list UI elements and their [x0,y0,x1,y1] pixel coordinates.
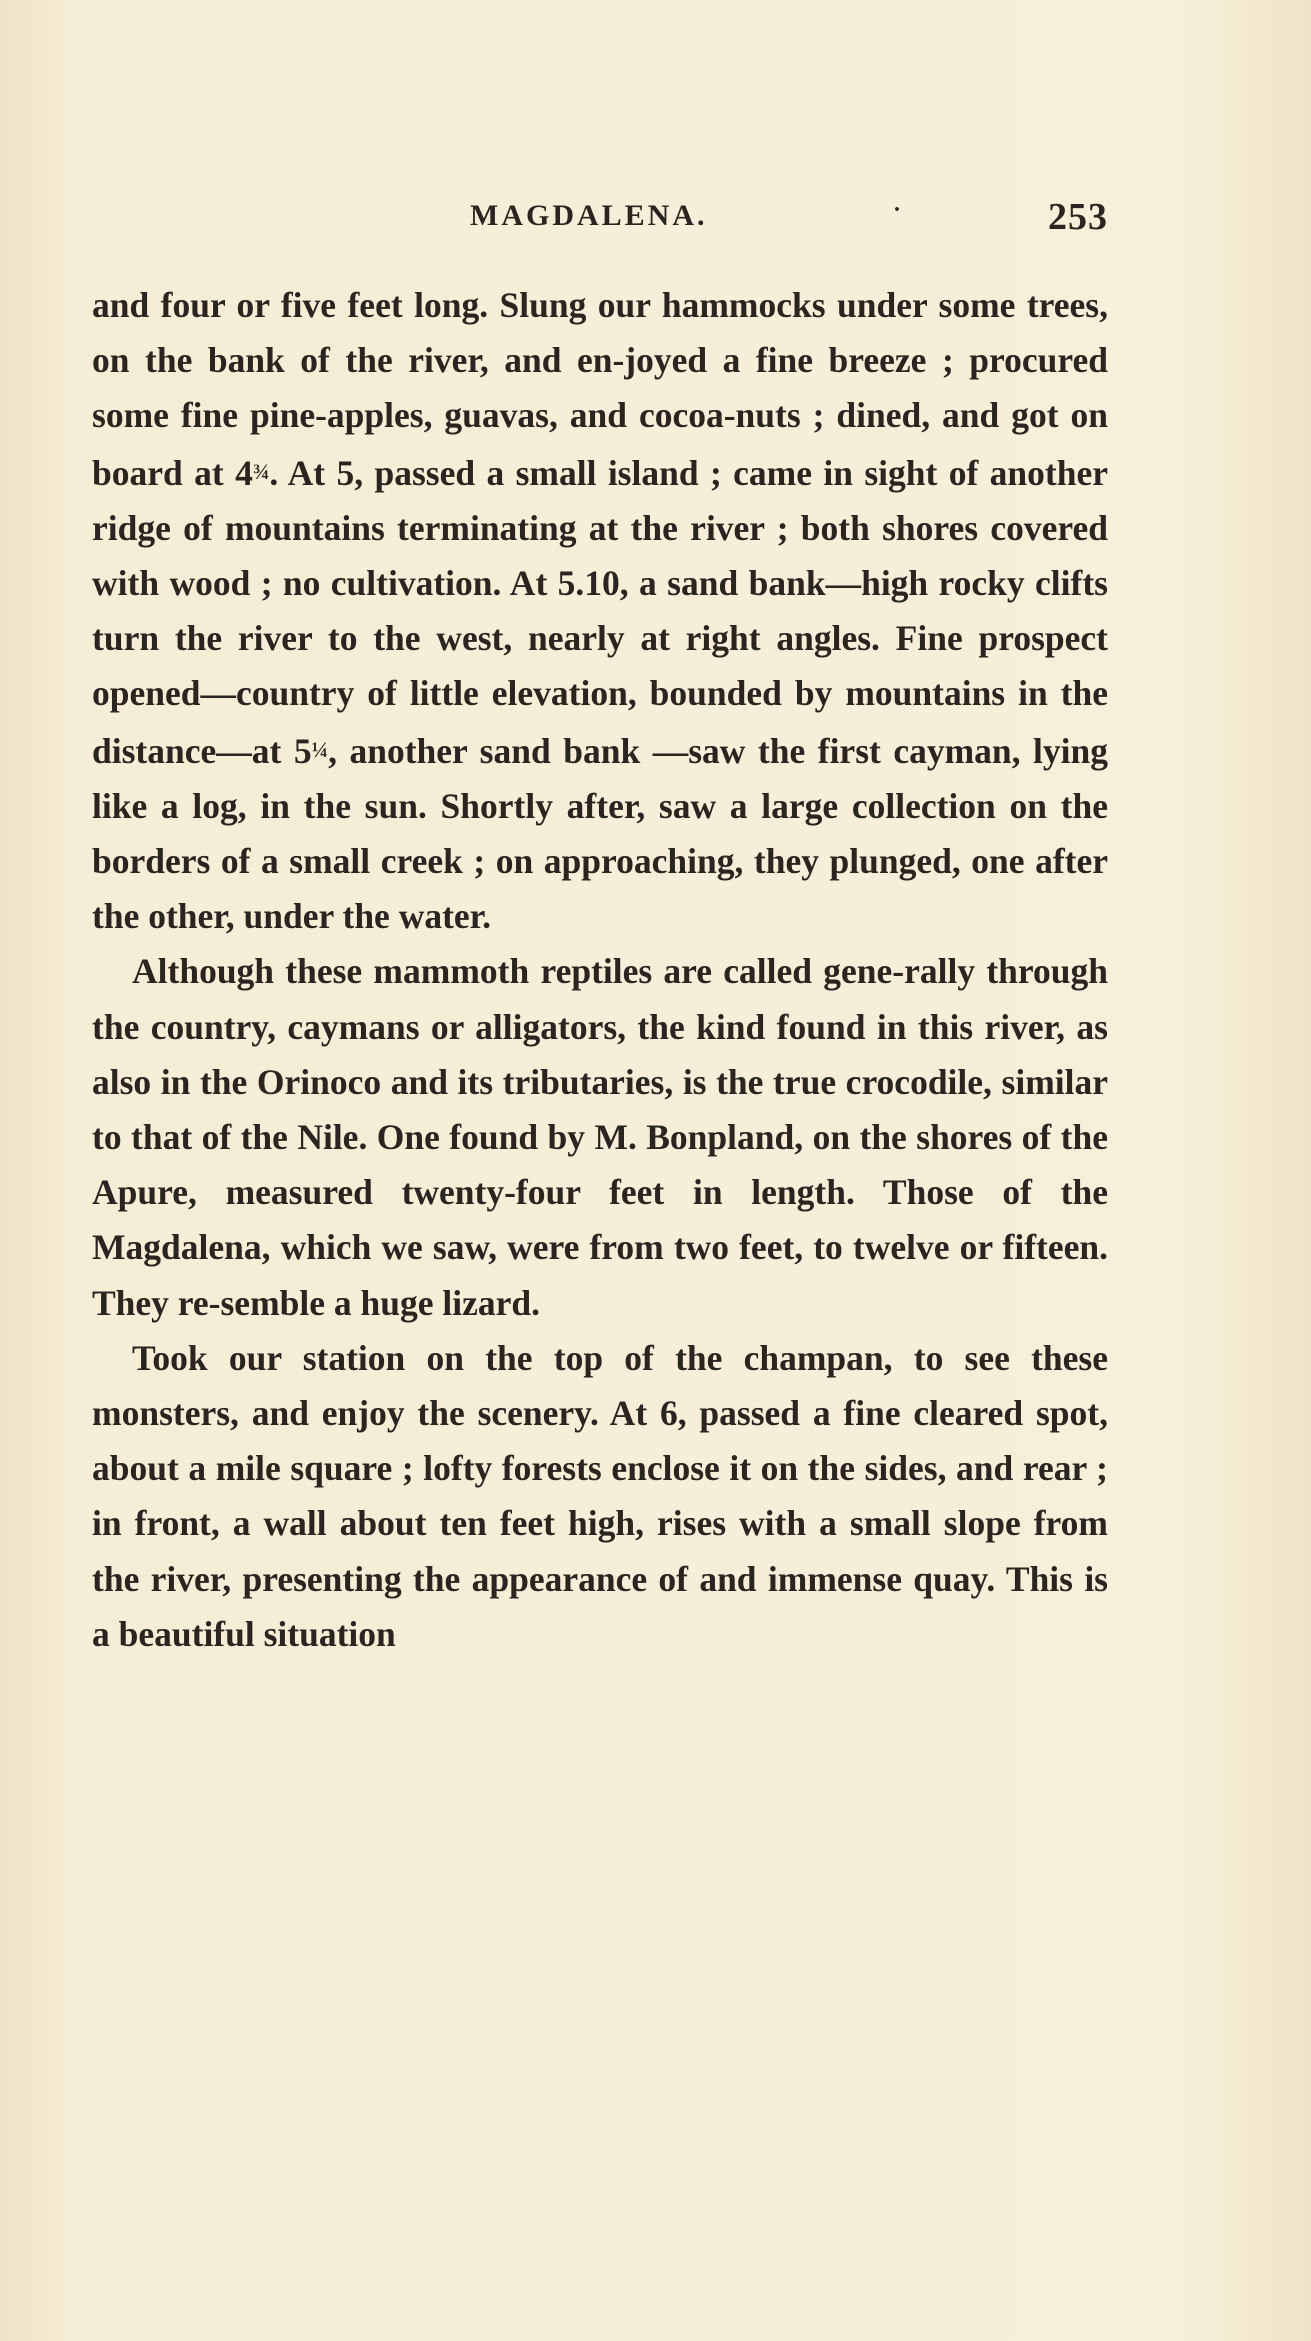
body-text [92,278,1108,1662]
page-number: 253 [1048,196,1108,238]
paragraph-2: Although these mammoth reptiles are called gene-rally through the country, caymans or alligators, the kind found in this river, as also in the Orinoco and its tributaries, is the true crocodile, similar to that of the Nile. One found by M. Bonpland, on the shores of the Apure, measured twenty-four feet in length. Those of the Magdalena, which we saw, were from two feet, to twelve or fifteen. They re-semble a huge lizard. [92,951,1108,1323]
header-mark: · [893,197,902,223]
paragraph-1-text-a: and four or five feet long. Slung our hammocks under some trees, on the bank of the river, and en-joyed a fine breeze ; procured some fine pine-apples, guavas, and cocoa-nuts ; dined, and got on board at 4 [92,285,1108,493]
paragraph-1 [92,278,1108,944]
paragraph-1-text-b: . At 5, passed a small island ; came in sight of another ridge of mountains terminating at the river ; both shores covered with wood ; no cultivation. At 5.10, a sand bank—high rocky clifts turn the river to the west, nearly at right angles. Fine prospect opened—country of little elevation, bounded by mountains in the distance—at 5 [92,452,1108,771]
page-header [92,195,1108,245]
fraction-three-quarters: ¾ [252,458,270,484]
paragraph-1-text-c: , another sand bank —saw the first cayman, lying like a log, in the sun. Shortly after, saw a large collection on the borders of a small creek ; on approaching, they plunged, one after the other, under the water. [92,730,1109,937]
running-head: MAGDALENA. [470,199,708,232]
fraction-one-quarter: ¼ [311,736,329,762]
paragraph-3: Took our station on the top of the champan, to see these monsters, and enjoy the scenery. At 6, passed a fine cleared spot, about a mile square ; lofty forests enclose it on the sides, and rear ; in front, a wall about ten feet high, rises with a small slope from the river, presenting the appearance of and immense quay. This is a beautiful situation [92,1337,1108,1654]
